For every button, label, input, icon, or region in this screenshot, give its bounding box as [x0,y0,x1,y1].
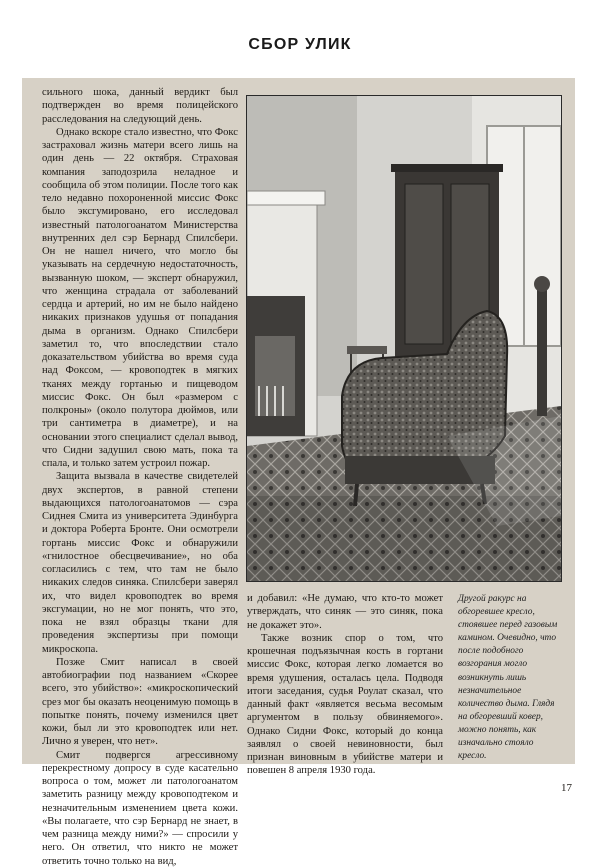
paragraph: Позже Смит написал в своей автобиографии под названием «Скорее всего, это убийство»: «микроскопический срез мог бы оказать неоценимую помощь в попытке понять, почему изменился цвет кожи, был ли это кровоподтек или нет. Лично я уверен, что нет». [42,656,238,748]
paragraph: Также возник спор о том, что крошечная подъязычная кость в гортани миссис Фокс, которая легко ломается во время удушения, осталась цела. Подводя итоги заседания, судья Роулат сказал, что данный факт «является весьма весомым аргументом в пользу обвиняемого». Однако Сидни Фокс, который до конца заявлял о своей невиновности, был признан виновным в убийстве матери и повешен 8 апреля 1930 года. [247,632,443,777]
page-number: 17 [561,782,572,794]
paragraph: сильного шока, данный вердикт был подтвержден во время полицейского расследования на следующий день. [42,87,238,125]
room-photograph [246,95,562,582]
text-column-left [42,86,238,868]
section-title: СБОР УЛИК [248,36,352,53]
text-column-right [247,592,443,778]
paragraph: Защита вызвала в качестве свидетелей двух экспертов, в равной степени выдающихся патологоанатомов — сэра Сиднея Смита из университета Эдинбурга и доктора Роберта Бронте. Они осмотрели гортань миссис Фокс и обнаружили «гнилостное обесцвечивание», но оба согласились с тем, что там не было никаких следов синяка. Спилсбери заверял их, что видел кровоподтек во время эксгумации, но не мог понять, что это, пока не взял образцы ткани для проведения экспертизы при помощи микроскопа. [42,471,238,655]
paragraph: Смит подвергся агрессивному перекрестному допросу в суде касательно вопроса о том, может ли патологоанатом заметить разницу между кровоподтеком и незначительным изменением цвета кожи. «Вы полагаете, что сэр Бернард не знает, в чем разница между ними?» — спросили у него. Он ответил, что никто не может ответить точно только на вид, [42,749,238,867]
photo-caption: Другой ракурс на обгоревшее кресло, стоявшее перед газовым камином. Очевидно, что после подобного возгорания могло возникнуть лишь незначительное количество дыма. Глядя на обгоревший ковер, можно понять, как изначально стояло кресло. [458,594,558,762]
paragraph: Однако вскоре стало известно, что Фокс застраховал жизнь матери всего лишь на один день — 22 октября. Страховая компания заподозрила неладное и сообщила об этом полиции. После того как тело недавно похороненной миссис Фокс было эксгумировано, его исследовал известный патологоанатом Министерства внутренних дел сэр Бернард Спилсбери. Он не нашел ничего, что могло бы указывать на сердечную недостаточность, вызванную шоком, — эксперт обнаружил, что женщина страдала от заболеваний сердца и артерий, но им не было найдено никаких признаков удушья от попадания дыма в организм. Однако Спилсбери заметил то, что впоследствии стало доказательством убийства во время суда над Фоксом, — кровоподтек в мягких тканях между гортанью и пищеводом миссис Фокс. Он был «размером с полкроны» (около полутора дюймов, или три сантиметра в диаметре), и на основании этого специалист сделал вывод, что Сидни задушил свою мать, пока та спала, и только затем устроил пожар. [42,126,238,469]
paragraph: и добавил: «Не думаю, что кто-то может утверждать, что синяк — это синяк, пока не докажет это». [247,593,443,631]
